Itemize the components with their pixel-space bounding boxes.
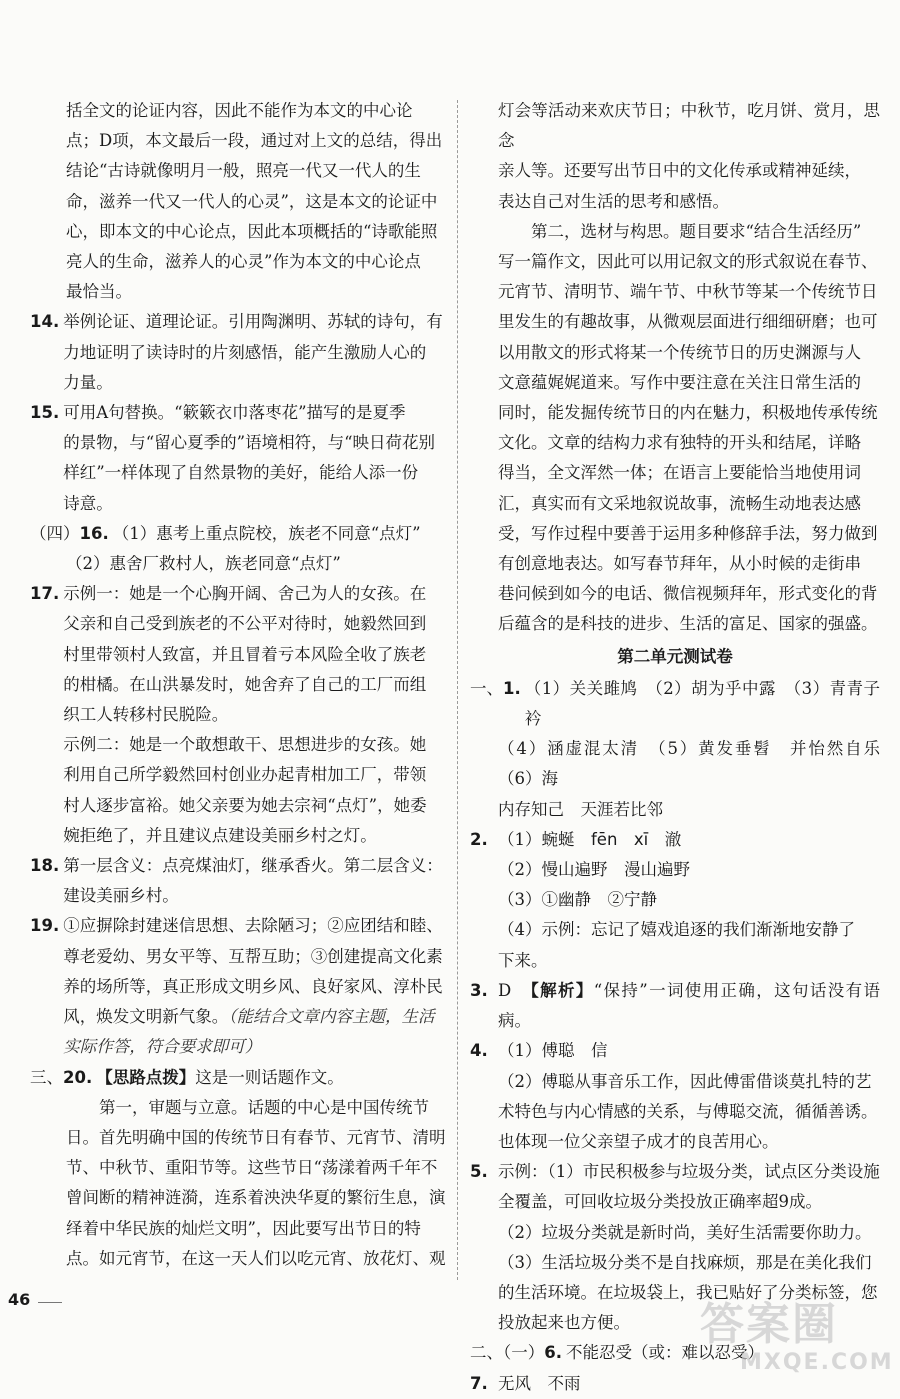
- answer-18: [30, 851, 448, 911]
- answer-4-continued: [470, 1067, 880, 1158]
- question-number: 20.: [63, 1067, 93, 1087]
- answer-4: [470, 1036, 880, 1066]
- text-line: 文意蕴娓娓道来。写作中要注意在关注日常生活的: [498, 372, 861, 392]
- text-fragment: “保持”一词使用正确，这句话没有语病。: [498, 980, 881, 1031]
- answer-1: [470, 674, 880, 734]
- text-line: 受，写作过程中要善于运用多种修辞手法，努力做到: [498, 523, 878, 543]
- text-line: 全覆盖，可回收垃圾分类投放正确率超9成。: [498, 1192, 822, 1212]
- text-line: 第一，审题与立意。话题的中心是中国传统节: [99, 1097, 429, 1117]
- text-line: 表达自己对生活的思考和感悟。: [498, 191, 729, 211]
- text-line: 绎着中华民族的灿烂文明”，因此要写出节日的特: [66, 1218, 421, 1238]
- handwritten-note: 实际作答，符合要求即可）: [63, 1037, 262, 1057]
- question-number: 14.: [30, 312, 60, 332]
- question-number: 1.: [503, 678, 521, 698]
- answer-17: [30, 579, 448, 851]
- text-line: 元宵节、清明节、端午节、中秋节等某一个传统节日: [498, 282, 878, 302]
- text-line: （1）关关雎鸠 （2）胡为乎中露 （3）青青子衿: [524, 678, 880, 729]
- text-line: （3）生活垃圾分类不是自找麻烦，那是在美化我们: [498, 1252, 872, 1272]
- answer-19: [30, 911, 448, 1062]
- text-line: 也体现一位父亲望子成才的良苦用心。: [498, 1131, 779, 1151]
- page-number-rule: [38, 1302, 62, 1303]
- text-line: （4）涵虚混太清 （5）黄发垂髫 并怡然自乐 （6）海: [498, 739, 897, 789]
- text-line: 灯会等活动来欢庆节日；中秋节，吃月饼、赏月，思念: [498, 101, 880, 151]
- answer-16: [30, 519, 448, 549]
- answer-choice: D: [498, 980, 531, 1000]
- text-line: 汇，真实而有文采地叙说故事，流畅生动地表达感: [498, 493, 861, 513]
- text-line: （3）①幽静 ②宁静: [498, 890, 657, 910]
- text-line: 示例二：她是一个敢想敢干、思想进步的女孩。她: [63, 735, 427, 755]
- left-column: [30, 96, 448, 1274]
- question-number: 2.: [470, 829, 488, 849]
- text-line: 村里带领村人致富，并且冒着亏本风险全收了族老: [63, 644, 427, 664]
- section-label: 二、（一）: [470, 1343, 545, 1363]
- text-line: 的柑橘。在山洪暴发时，她舍弃了自己的工厂而组: [63, 674, 427, 694]
- text-line: 写一篇作文，因此可以用记叙文的形式叙说在春节、: [498, 252, 878, 272]
- text-line: 父亲和自己受到族老的不公平对待时，她毅然回到: [63, 614, 427, 634]
- question-number: 5.: [470, 1162, 488, 1182]
- answer-14: [30, 307, 448, 398]
- text-line: 最恰当。: [66, 282, 132, 302]
- text-line: 里发生的有趣故事，从微观层面进行细细研磨；也可: [498, 312, 878, 332]
- text-fragment: （1）蜿蜒: [498, 829, 591, 849]
- text-line: ①应摒除封建迷信思想、去除陋习；②应团结和睦、: [63, 916, 443, 936]
- text-line: 尊老爱幼、男女平等、互帮互助；③创建提高文化素: [63, 946, 443, 966]
- text-line: [498, 825, 880, 855]
- text-line: 示例：（1）市民积极参与垃圾分类，试点区分类设施: [498, 1162, 880, 1182]
- answer-20: [30, 1063, 448, 1093]
- text-line: 利用自己所学毅然回村创业办起青柑加工厂，带领: [63, 765, 427, 785]
- text-line: 建设美丽乡村。: [63, 886, 179, 906]
- text-line: 巷问候到如今的电话、微信视频拜年，形式变化的背: [498, 584, 878, 604]
- text-line: 结论“古诗就像明月一般，照亮一代又一代人的生: [66, 161, 421, 181]
- text-line: （1）傅聪 信: [498, 1041, 608, 1061]
- text-line: 同时，能发掘传统节日的内在魅力，积极地传承传统: [498, 403, 878, 423]
- column-divider: [457, 100, 458, 1280]
- text-line: 下来。: [498, 950, 548, 970]
- text-line: 曾间断的精神涟漪，连系着泱泱华夏的繁衍生息，演: [66, 1188, 446, 1208]
- answer-2: [470, 825, 880, 855]
- text-line: 不能忍受（或：难以忍受）: [566, 1343, 764, 1363]
- text-line: 日。首先明确中国的传统节日有春节、元宵节、清明: [66, 1127, 446, 1147]
- page-number: 46: [8, 1290, 31, 1309]
- question-number: 3.: [470, 980, 488, 1000]
- text-line: 命，滋养一代又一代人的心灵”，这是本文的论证中: [66, 191, 438, 211]
- question-number: 4.: [470, 1041, 488, 1061]
- text-line: 养的场所等，真正形成文明乡风、良好家风、淳朴民: [63, 976, 443, 996]
- text-line: 点；D项，本文最后一段，通过对上文的总结，得出: [66, 131, 443, 151]
- right-column: [470, 96, 897, 1399]
- text-line: 点。如元宵节，在这一天人们以吃元宵、放花灯、观: [66, 1248, 446, 1268]
- text-line: 的景物，与“留心夏季的”语境相符，与“映日荷花别: [63, 433, 436, 453]
- text-line: 亲人等。还要写出节日中的文化传承或精神延续，: [498, 161, 861, 181]
- text-line: （1）惠考上重点院校，族老不同意“点灯”: [112, 523, 421, 543]
- essay-guidance-continued: [470, 96, 880, 640]
- text-line: 后蕴含的是科技的进步、生活的富足、国家的强盛。: [498, 614, 878, 634]
- answer-5: [470, 1157, 880, 1187]
- watermark-url: MXQE.COM: [740, 1350, 894, 1375]
- text-line: 婉拒绝了，并且建议点建设美丽乡村之灯。: [63, 825, 377, 845]
- question-number: 7.: [470, 1373, 488, 1393]
- tag-label: 【解析】: [530, 980, 594, 1000]
- essay-guidance: [30, 1093, 448, 1274]
- text-line: 内存知己 天涯若比邻: [498, 799, 663, 819]
- question-number: 18.: [30, 856, 60, 876]
- section-label: 一、: [470, 678, 503, 698]
- text-line: 以用散文的形式将某一个传统节日的历史渊源与人: [498, 342, 861, 362]
- text-line: 亮人的生命，滋养人的心灵”作为本文的中心论点: [66, 252, 421, 272]
- watermark-logo: [700, 1299, 894, 1382]
- section-heading: 第二单元测试卷: [617, 646, 733, 666]
- question-number: 15.: [30, 403, 60, 423]
- intro-paragraph: [30, 96, 448, 307]
- text-line: 力量。: [63, 372, 113, 392]
- text-line: 投放起来也方便。: [498, 1313, 630, 1333]
- section-label: 三、: [30, 1067, 63, 1087]
- text-line: 诗意。: [63, 493, 113, 513]
- text-line: 织工人转移村民脱险。: [63, 705, 229, 725]
- answer-15: [30, 398, 448, 519]
- text-line: （2）垃圾分类就是新时尚，美好生活需要你助力。: [498, 1222, 872, 1242]
- pinyin: fēn xī: [591, 829, 649, 849]
- question-number: 17.: [30, 584, 60, 604]
- tag-label: 【思路点拨】: [96, 1067, 196, 1087]
- text-line: 示例一：她是一个心胸开阔、舍己为人的女孩。在: [63, 584, 427, 604]
- question-number: 16.: [79, 523, 109, 543]
- text-line: 可用A句替换。“簌簌衣巾落枣花”描写的是夏季: [63, 403, 406, 423]
- text-line: 举例论证、道理论证。引用陶渊明、苏轼的诗句，有: [63, 312, 443, 332]
- watermark-text: 答案圈: [700, 1299, 838, 1350]
- text-fragment: 这是一则话题作文。: [195, 1067, 344, 1087]
- text-line: 节、中秋节、重阳节等。这些节日“荡漾着两千年不: [66, 1158, 438, 1178]
- question-number: 6.: [544, 1343, 562, 1363]
- text-line: 的生活环境。在垃圾袋上，我已贴好了分类标签，您: [498, 1282, 878, 1302]
- text-line: （2）傅聪从事音乐工作，因此傅雷借谈莫扎特的艺: [498, 1071, 872, 1091]
- text-line: 有创意地表达。如写春节拜年，从小时候的走街串: [498, 554, 861, 574]
- text-line: [498, 976, 880, 1036]
- text-line: 得当，全文浑然一体；在语言上要能恰当地使用词: [498, 463, 861, 483]
- text-line: 术特色与内心情感的关系，与傅聪交流，循循善诱。: [498, 1101, 878, 1121]
- text-line: 村人逐步富裕。她父亲要为她去宗祠“点灯”，她委: [63, 795, 427, 815]
- text-line: 括全文的论证内容，因此不能作为本文的中心论: [66, 101, 413, 120]
- text-line: 无风 不雨: [498, 1373, 581, 1393]
- text-fragment: 澈: [648, 829, 682, 849]
- text-line: 样红”一样体现了自然景物的美好，能给人添一份: [63, 463, 419, 483]
- text-line: （4）示例：忘记了嬉戏追逐的我们渐渐地安静了: [498, 920, 855, 940]
- text-line: （2）慢山遍野 漫山遍野: [498, 860, 690, 880]
- text-line: 第一层含义：点亮煤油灯，继承香火。第二层含义：: [63, 856, 443, 876]
- text-line: 第二，选材与构思。题目要求“结合生活经历”: [531, 221, 862, 241]
- text-line: 文化。文章的结构力求有独特的开头和结尾，详略: [498, 433, 861, 453]
- text-line: （2）惠舍厂救村人，族老同意“点灯”: [66, 554, 341, 574]
- answer-3: [470, 976, 880, 1036]
- text-line: 力地证明了读诗时的片刻感悟，能产生激励人心的: [63, 342, 427, 362]
- handwritten-note: （能结合文章内容主题，生活: [228, 1007, 435, 1027]
- text-line: 心，即本文的中心论点，因此本项概括的“诗歌能照: [66, 221, 438, 241]
- text-fragment: 风，焕发文明新气象。: [63, 1007, 229, 1027]
- question-number: 19.: [30, 916, 60, 936]
- text-line: [96, 1063, 448, 1093]
- section-label: （四）: [30, 523, 80, 543]
- text-line: [63, 1002, 448, 1032]
- answer-2-continued: [470, 855, 880, 976]
